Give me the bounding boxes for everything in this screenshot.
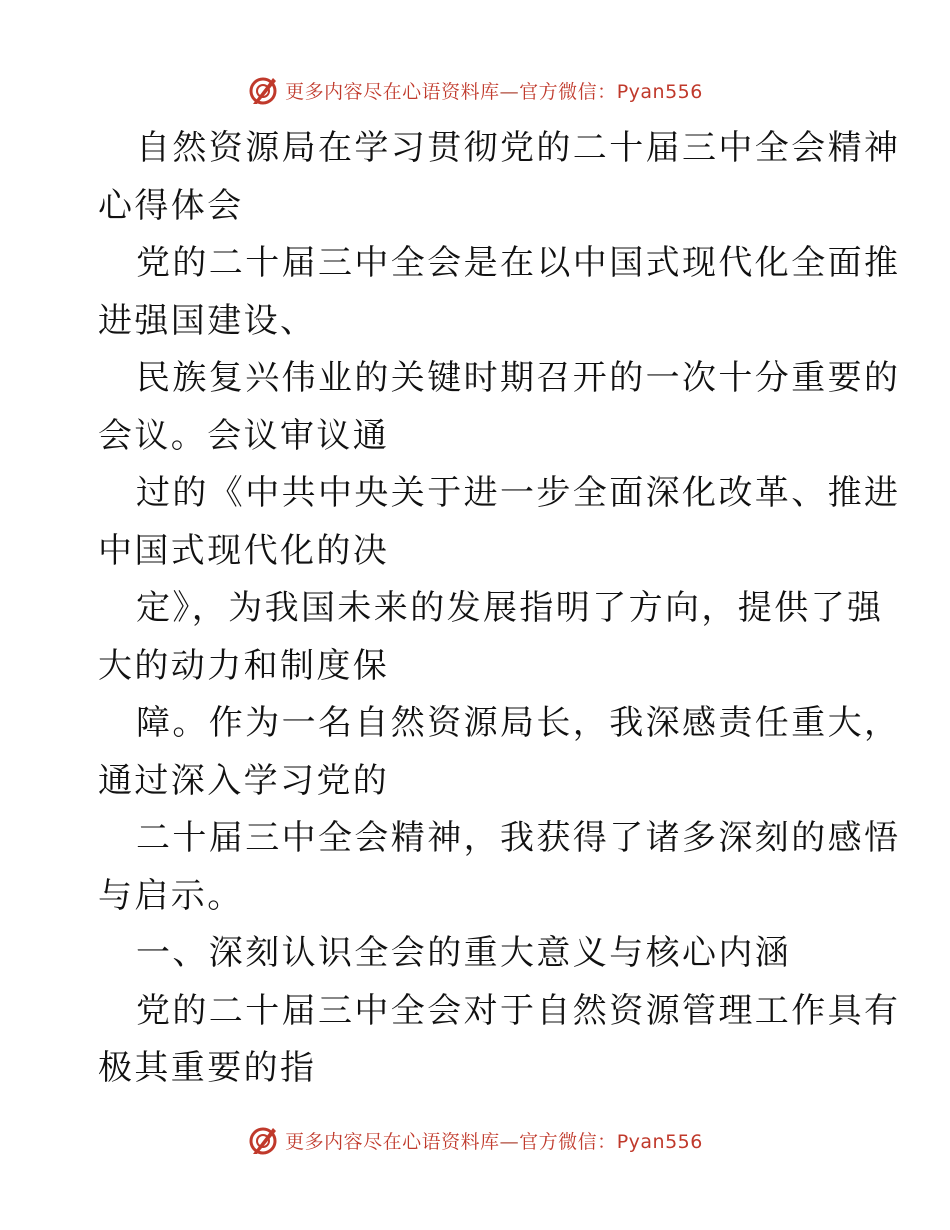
- text-line: 与启示。: [98, 875, 244, 916]
- text-line: 通过深入学习党的: [98, 760, 390, 801]
- text-line: 定》，为我国未来的发展指明了方向，提供了强: [136, 588, 884, 628]
- quill-pen-logo-icon: [247, 74, 279, 106]
- text-line: 党的二十届三中全会对于自然资源管理工作具有: [136, 990, 901, 1031]
- text-line: 心得体会: [98, 185, 244, 226]
- header-brand: 更多内容尽在心语资料库: [285, 80, 500, 103]
- footer-wechat-label: 官方微信：: [519, 1130, 617, 1153]
- footer-brand: 更多内容尽在心语资料库: [285, 1130, 500, 1153]
- text-line: 极其重要的指: [98, 1048, 317, 1088]
- paragraph: [98, 810, 901, 925]
- text-line: 过的《中共中央关于进一步全面深化改革、推进: [136, 473, 901, 513]
- text-line: 民族复兴伟业的关键时期召开的一次十分重要的: [136, 358, 901, 398]
- text-line: 进强国建设、: [98, 300, 317, 341]
- paragraph: [98, 350, 901, 465]
- footer-wechat-id: Pyan556: [616, 1130, 703, 1153]
- paragraph: [98, 580, 884, 695]
- text-line: 自然资源局在学习贯彻党的二十届三中全会精神: [136, 128, 901, 168]
- footer-text: [285, 1127, 703, 1154]
- quill-pen-logo-icon: [247, 1124, 279, 1156]
- section-heading: [98, 925, 858, 983]
- paragraph: [98, 983, 901, 1098]
- paragraph: [98, 465, 901, 580]
- text-line: 中国式现代化的决: [98, 530, 390, 571]
- footer-separator: —: [499, 1130, 520, 1153]
- footer-banner: [0, 1120, 950, 1160]
- header-wechat-id: Pyan556: [616, 80, 703, 103]
- header-text: [285, 77, 703, 104]
- header-separator: —: [499, 80, 520, 103]
- text-line: 障。作为一名自然资源局长，我深感责任重大，: [136, 703, 901, 743]
- paragraph: [98, 235, 901, 350]
- header-wechat-label: 官方微信：: [519, 80, 617, 103]
- text-line: 党的二十届三中全会是在以中国式现代化全面推: [136, 243, 901, 283]
- document-body: [98, 120, 901, 1098]
- header-banner: [0, 70, 950, 110]
- paragraph: [98, 695, 901, 810]
- text-line: 二十届三中全会精神，我获得了诸多深刻的感悟: [136, 818, 901, 858]
- text-line: 一、深刻认识全会的重大意义与核心内涵: [136, 933, 792, 973]
- text-line: 会议。会议审议通: [98, 415, 390, 456]
- title-paragraph: [98, 120, 901, 235]
- text-line: 大的动力和制度保: [98, 645, 390, 686]
